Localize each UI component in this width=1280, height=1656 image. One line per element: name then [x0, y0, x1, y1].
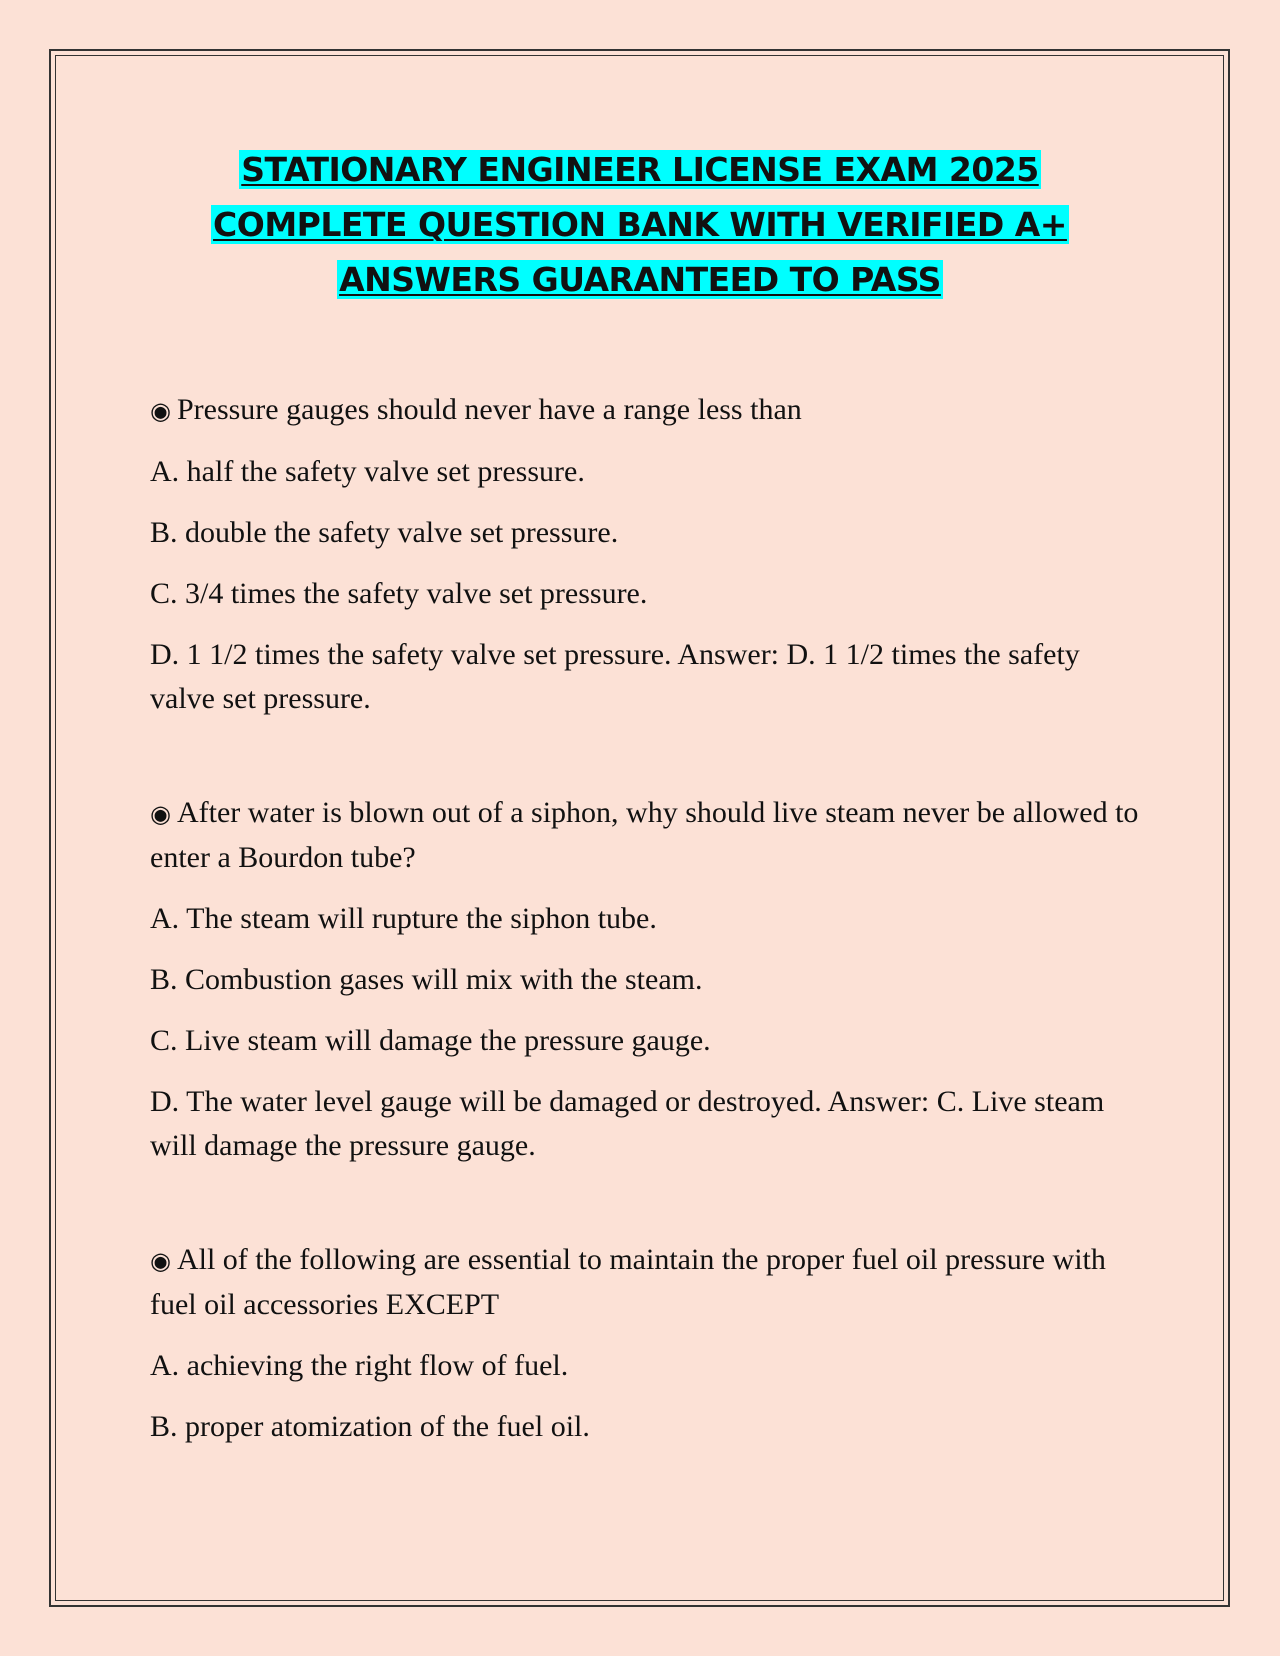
- option-a: A. The steam will rupture the siphon tube.: [150, 902, 657, 935]
- option-b: B. double the safety valve set pressure.: [150, 516, 619, 549]
- question-2: [150, 791, 1140, 1168]
- option-d-with-answer: D. 1 1/2 times the safety valve set pressure. Answer: D. 1 1/2 times the safety valve set pressure.: [150, 638, 1080, 715]
- question-list: [150, 388, 1140, 1519]
- question-text: ◉ All of the following are essential to maintain the proper fuel oil pressure with fuel oil accessories EXCEPT: [150, 1243, 1106, 1321]
- option-a: A. half the safety valve set pressure.: [150, 455, 585, 488]
- question-1: [150, 388, 1140, 721]
- option-b: B. Combustion gases will mix with the steam.: [150, 963, 703, 996]
- question-text: ◉ After water is blown out of a siphon, why should live steam never be allowed to enter a Bourdon tube?: [150, 796, 1139, 874]
- question-3: [150, 1238, 1140, 1449]
- title-line-3: ANSWERS GUARANTEED TO PASS: [339, 260, 941, 299]
- radio-bullet-icon: ◉: [150, 1247, 171, 1275]
- document-title: [150, 142, 1130, 307]
- radio-bullet-icon: ◉: [150, 800, 171, 828]
- radio-bullet-icon: ◉: [150, 397, 171, 425]
- option-a: A. achieving the right flow of fuel.: [150, 1349, 569, 1382]
- question-text: ◉ Pressure gauges should never have a range less than: [150, 393, 802, 426]
- option-c: C. 3/4 times the safety valve set pressure.: [150, 577, 648, 610]
- option-d-with-answer: D. The water level gauge will be damaged or destroyed. Answer: C. Live steam will damage the pressure gauge.: [150, 1085, 1105, 1162]
- title-line-2: COMPLETE QUESTION BANK WITH VERIFIED A+: [213, 205, 1067, 244]
- title-line-1: STATIONARY ENGINEER LICENSE EXAM 2025: [241, 150, 1039, 189]
- option-b: B. proper atomization of the fuel oil.: [150, 1410, 590, 1443]
- option-c: C. Live steam will damage the pressure gauge.: [150, 1024, 711, 1057]
